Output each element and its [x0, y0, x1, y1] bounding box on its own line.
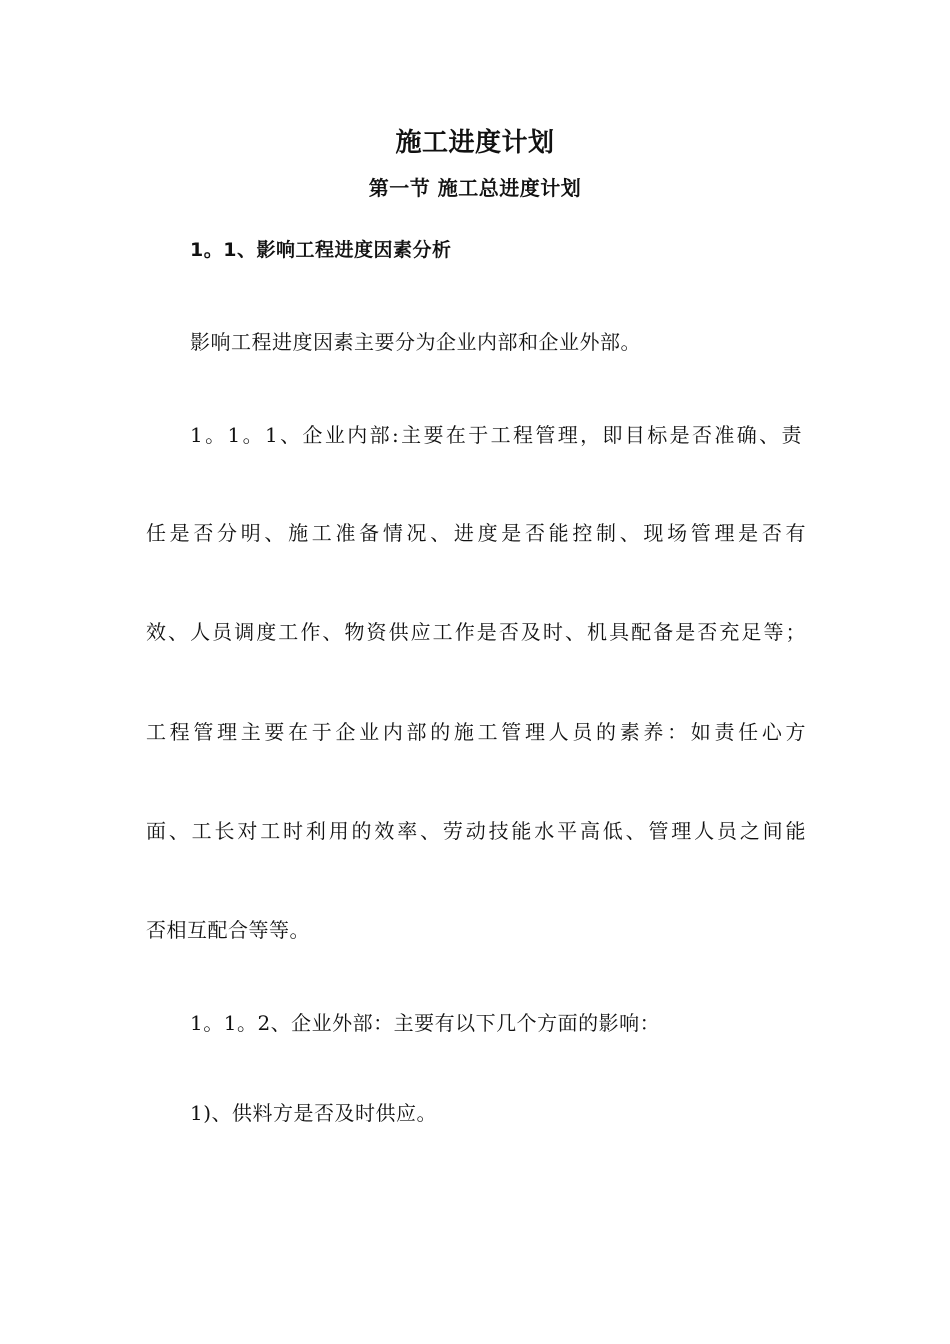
- document-title: 施工进度计划: [395, 128, 555, 158]
- paragraph-1-1-1-line-1: 1。1。1、企业内部:主要在于工程管理，即目标是否准确、责: [190, 423, 802, 447]
- section-title: 第一节 施工总进度计划: [368, 176, 582, 200]
- paragraph-1-1-1-line-6: 否相互配合等等。: [146, 918, 310, 942]
- paragraph-1-1-1-line-2: 任是否分明、施工准备情况、进度是否能控制、现场管理是否有: [146, 521, 806, 545]
- paragraph-1-1-2: 1。1。2、企业外部：主要有以下几个方面的影响：: [190, 1011, 661, 1035]
- list-item-1: 1)、供料方是否及时供应。: [190, 1101, 438, 1125]
- paragraph-1-1-1-line-5: 面、工长对工时利用的效率、劳动技能水平高低、管理人员之间能: [146, 819, 806, 843]
- paragraph-1-1-1-line-3: 效、人员调度工作、物资供应工作是否及时、机具配备是否充足等；: [146, 620, 806, 644]
- heading-1-1: 1。1、影响工程进度因素分析: [190, 239, 452, 261]
- paragraph-1-1-1-line-4: 工程管理主要在于企业内部的施工管理人员的素养：如责任心方: [146, 720, 806, 744]
- intro-paragraph: 影响工程进度因素主要分为企业内部和企业外部。: [190, 330, 641, 354]
